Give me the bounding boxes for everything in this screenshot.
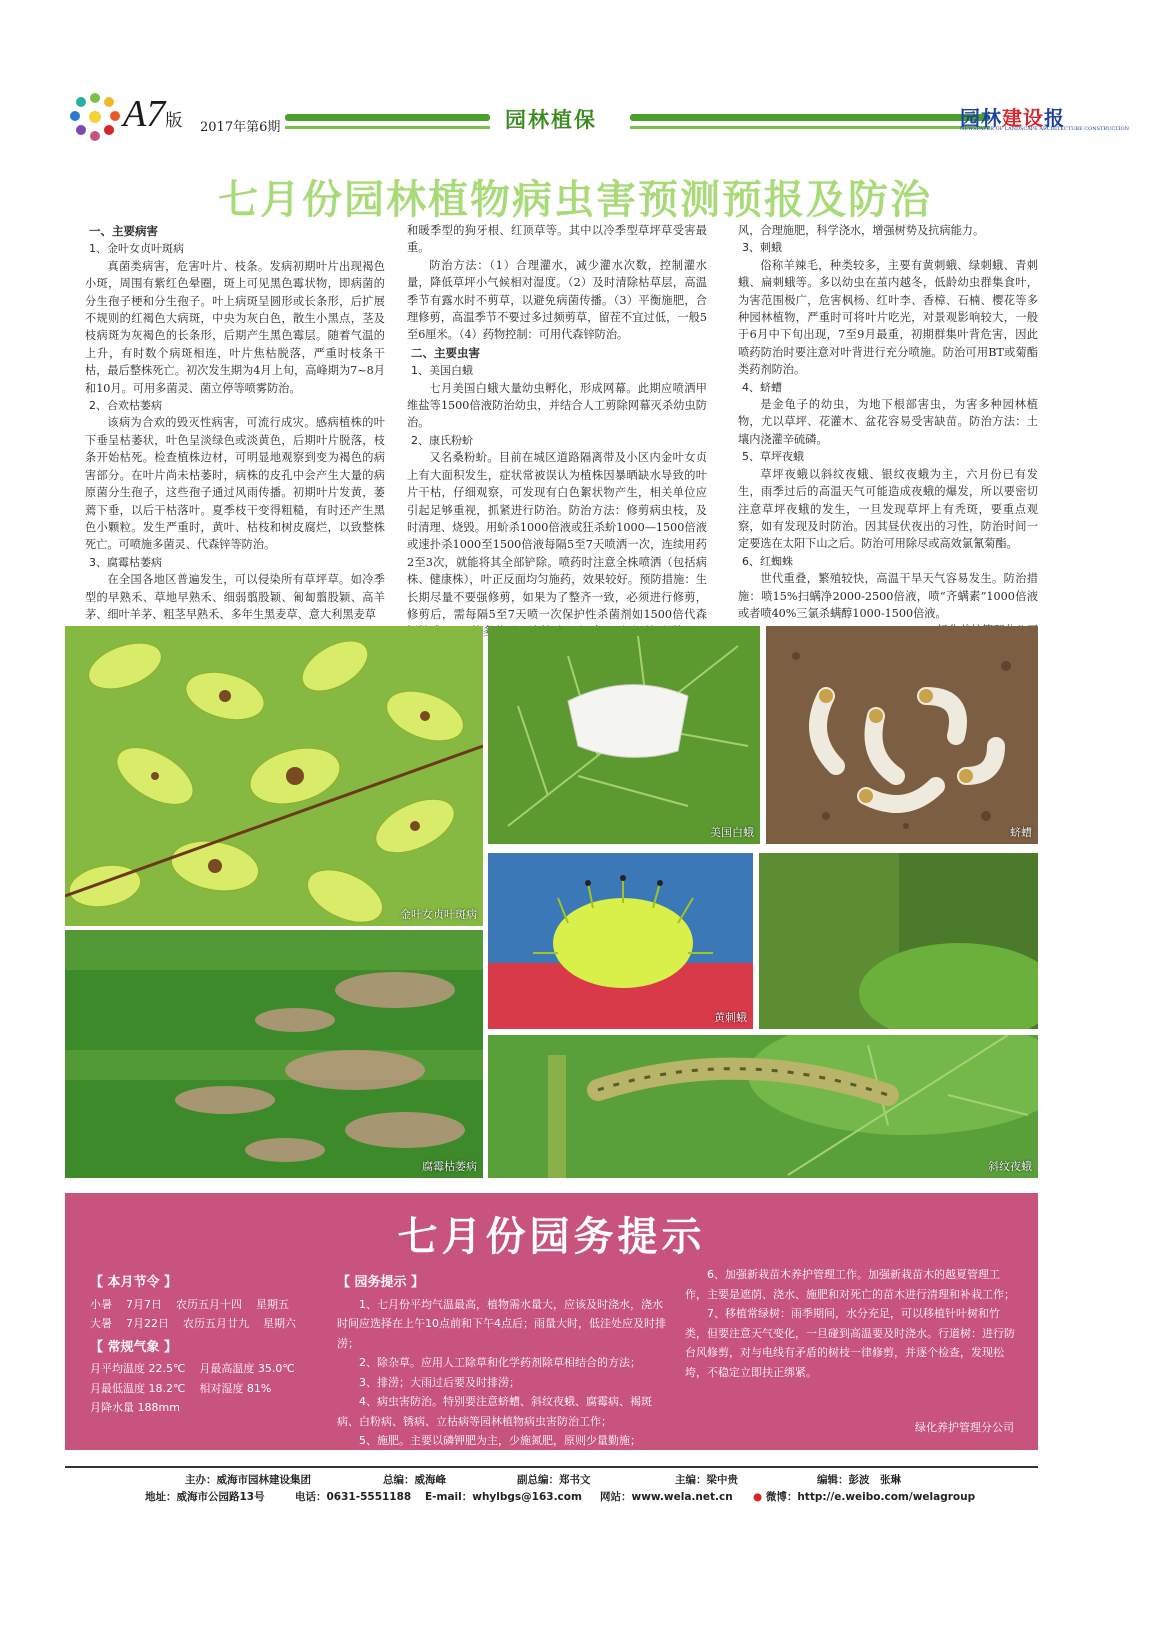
tips-title: 七月份园务提示 bbox=[397, 1214, 706, 1260]
subsection-heading: 2、合欢枯萎病 bbox=[89, 399, 162, 413]
tips-column-3 bbox=[685, 1265, 1015, 1382]
subsection-heading: 5、草坪夜蛾 bbox=[742, 450, 804, 464]
photo-ligustrum-leaf-spot bbox=[65, 626, 483, 926]
footer-editors: 编辑：彭波 张琳 bbox=[817, 1474, 901, 1486]
footer-email: E-mail：whylbgs@163.com bbox=[425, 1491, 582, 1503]
photo-caption: 黄刺蛾 bbox=[714, 1011, 747, 1024]
subsection-heading: 2、康氏粉蚧 bbox=[411, 433, 473, 447]
section-heading: 一、主要病害 bbox=[89, 224, 158, 238]
header-rule-left-thin bbox=[285, 126, 490, 129]
footer-host: 主办：威海市园林建设集团 bbox=[185, 1474, 311, 1486]
footer-website[interactable]: 网站：www.wela.net.cn bbox=[600, 1491, 733, 1503]
paragraph: 防治方法：（1）合理灌水，减少灌水次数，控制灌水量，降低草坪小气候相对湿度。（2）及时清除枯草层，高温季节有露水时不剪草，以避免病菌传播。（3）平衡施肥，合理修剪，高温季节不要过多过频剪草，留茬不宜过低，一般5至6厘米。（4）药物控制：可用代森锌防治。 bbox=[407, 258, 707, 342]
climate-row: 月降水量 188mm bbox=[90, 1401, 180, 1414]
issue-label: 2017年第6期 bbox=[200, 120, 281, 135]
masthead-logo: 园林建设报 bbox=[960, 106, 1065, 130]
subsection-heading: 3、腐霉枯萎病 bbox=[89, 555, 162, 569]
tip-item: 2、除杂草。应用人工除草和化学药剂除草相结合的方法； bbox=[359, 1356, 641, 1369]
header-rule-right-thin bbox=[630, 126, 990, 129]
photo-caption: 腐霉枯萎病 bbox=[422, 1160, 477, 1173]
solar-terms-heading: 【 本月节令 】 bbox=[90, 1275, 178, 1290]
footer-weibo[interactable]: ● 微博：http://e.weibo.com/welagroup bbox=[753, 1491, 976, 1503]
section-heading: 二、主要虫害 bbox=[411, 345, 480, 360]
header-rule-right bbox=[630, 114, 990, 121]
solar-term-row: 小暑 7月7日 农历五月十四 星期五 bbox=[90, 1297, 289, 1311]
climate-row: 月最低温度 18.2℃ 相对湿度 81% bbox=[90, 1381, 272, 1395]
tips-signature: 绿化养护管理分公司 bbox=[915, 1421, 1014, 1434]
paragraph: 世代重叠，繁殖较快，高温干旱天气容易发生。防治措施：喷15%扫螨净2000-2500倍液，喷“齐螨素”1000倍液或者喷40%三氯杀螨醇1000-1500倍液。 bbox=[738, 572, 1038, 620]
solar-term-row: 大暑 7月22日 农历五月廿九 星期六 bbox=[90, 1317, 296, 1330]
tips-column-1 bbox=[90, 1273, 310, 1418]
footer-chief-editor: 总编：威海峰 bbox=[383, 1474, 446, 1486]
paragraph: 真菌类病害，危害叶片、枝条。发病初期叶片出现褐色小斑，周围有紫红色晕圈，斑上可见黑色霉状物，即病菌的分生孢子梗和分生孢子。叶上病斑呈圆形或长条形，后扩展不规则的红褐色大病斑，中央为灰白色，散生小黑点，茎及枝病斑为灰褐色的长条形，后期产生黑色霉层。随着气温的上升，有时数个病斑相连，叶片焦枯脱落，严重时枝条干枯，最后整株死亡。初次发生期为4月上旬，高峰期为7~8月和10月。可用多菌灵、菌立停等喷雾防治。 bbox=[85, 259, 385, 395]
tip-item: 4、病虫害防治。特别要注意蛴螬、斜纹夜蛾、腐霉病、褐斑病、白粉病、锈病、立枯病等园林植物病虫害防治工作； bbox=[337, 1395, 652, 1428]
article-column-2 bbox=[407, 222, 707, 658]
climate-row: 月平均温度 22.5℃ 月最高温度 35.0℃ bbox=[90, 1362, 295, 1375]
photo-pythium-blight bbox=[65, 930, 483, 1178]
photo-caption: 斜纹夜蛾 bbox=[988, 1160, 1032, 1173]
photo-cutworm bbox=[488, 1035, 1038, 1178]
paragraph: 在全国各地区普遍发生，可以侵染所有草坪草。如冷季型的早熟禾、草地早熟禾、细弱翦股颖、匍匐翦股颖、高羊茅、细叶羊茅、粗茎早熟禾、多年生黑麦草、意大利黑麦草 bbox=[85, 573, 385, 621]
photo-caption: 蛴螬 bbox=[1010, 826, 1032, 839]
photo-armyworm-background bbox=[759, 853, 1038, 1029]
footer-phone: 电话：0631-5551188 bbox=[295, 1491, 412, 1503]
photo-caption: 美国白蛾 bbox=[710, 826, 754, 839]
climate-heading: 【 常规气象 】 bbox=[90, 1339, 178, 1355]
footer-rule bbox=[65, 1466, 1038, 1468]
paragraph: 七月美国白蛾大量幼虫孵化，形成网幕。此期应喷洒甲维盐等1500倍液防治幼虫，并结合人工剪除网幕灭杀幼虫防治。 bbox=[407, 381, 707, 430]
article-column-1 bbox=[85, 222, 385, 623]
subsection-heading: 4、蛴螬 bbox=[742, 380, 782, 394]
subsection-heading: 1、金叶女贞叶斑病 bbox=[89, 242, 184, 256]
tip-item: 5、施肥。主要以磷钾肥为主，少施氮肥，原则少量勤施； bbox=[359, 1434, 641, 1447]
paragraph: 又名桑粉蚧。目前在城区道路隔离带及小区内金叶女贞上有大面积发生，症状常被误认为植株因暴晒缺水导致的叶片干枯，仔细观察，可发现有白色絮状物产生，相关单位应引起足够重视，抓紧进行防治。防治方法：修剪病虫枝，及时清理、烧毁。用蚧杀1000倍液或狂杀蚧1000—1500倍液或速扑杀1000至1500倍液每隔5至7天喷洒一次，连续用药2至3次，就能将其全部铲除。喷药时注意全株喷洒（包括病株、健康株），叶正反面均匀施药，效果较好。预防措施：生长期尽量不要强修剪，如果为了整齐一致，必须进行修剪，修剪后，需每隔5至7天喷一次保护性杀菌剂如1500倍代森 bbox=[407, 451, 707, 621]
subsection-heading: 6、红蜘蛛 bbox=[742, 554, 793, 568]
tip-item: 7、移植常绿树：雨季期间，水分充足，可以移植针叶树和竹类，但要注意天气变化，一旦碰到高温要及时浇水。行道树：进行防台风修剪，对与电线有矛盾的树枝一律修剪，并逐个检查，发现松垮，不稳定立即扶正绑紧。 bbox=[685, 1307, 1015, 1379]
tip-item: 3、排涝；大雨过后要及时排涝； bbox=[359, 1375, 520, 1389]
photo-grub bbox=[766, 626, 1038, 844]
weibo-icon: ● bbox=[753, 1491, 763, 1503]
paragraph: 俗称羊辣毛，种类较多，主要有黄刺蛾、绿刺蛾、青刺蛾、扁刺蛾等。多以幼虫在茧内越冬，低龄幼虫群集食叶，为害范围极广，危害枫杨、红叶李、香樟、石楠、樱花等多种园林植物，严重时可将叶片吃光，对景观影响较大，一般于6月中下旬出现，7至9月最重，初期群集叶背危害，因此喷药防治时要注意对叶背进行充分喷施。防治可用BT或菊酯类药剂防治。 bbox=[738, 258, 1038, 377]
header-rule-left bbox=[285, 114, 490, 121]
footer-editor-in-charge: 主编：梁中贵 bbox=[675, 1474, 738, 1486]
paragraph: 该病为合欢的毁灭性病害，可流行成灾。感病植株的叶下垂呈枯萎状，叶色呈淡绿色或淡黄色，后期叶片脱落，枝条开始枯死。检查植株边材，可明显地观察到变为褐色的病害部分。在叶片尚未枯萎时，病株的皮孔中会产生大量的病原菌分生孢子，这些孢子通过风雨传播。初期叶片发黄，萎蔫下垂，以后干枯落叶。夏季枝干变得粗糙，有时还产生黑色小颗粒。发生严重时，黄叶、枯枝和树皮腐烂，以致整株死亡。可喷施多菌灵、代森锌等防治。 bbox=[85, 416, 385, 552]
footer-deputy-editor: 副总编：郑书文 bbox=[517, 1474, 591, 1486]
tip-item: 6、加强新栽苗木养护管理工作。加强新栽苗木的越夏管理工作，主要是遮荫、浇水、施肥和对死亡的苗木进行清理和补栽工作； bbox=[685, 1268, 1015, 1301]
masthead-subtitle: NEWSPAPER OF LANDSCAPE ARCHITECTURE CONSTRUCTION bbox=[960, 126, 1129, 132]
footer-address: 地址：威海市公园路13号 bbox=[145, 1491, 265, 1503]
logo-flower-icon bbox=[65, 90, 127, 148]
paragraph: 草坪夜蛾以斜纹夜蛾、银纹夜蛾为主，六月份已有发生，雨季过后的高温天气可能造成夜蛾的爆发，所以要密切注意草坪夜蛾的发生，一旦发现草坪上有秃斑，要重点观察，如有发现及时防治。因其昼伏夜出的习性，防治时间一定要选在太阳下山之后。防治可用除尽或高效氯氰菊酯。 bbox=[738, 467, 1038, 551]
tasks-heading: 【 园务提示 】 bbox=[337, 1275, 425, 1290]
photo-fall-webworm bbox=[488, 626, 760, 844]
paragraph: 和暖季型的狗牙根、红顶草等。其中以冷季型草坪草受害最重。 bbox=[407, 224, 707, 255]
subsection-heading: 1、美国白蛾 bbox=[411, 364, 473, 378]
tip-item: 1、七月份平均气温最高，植物需水量大，应该及时浇水，浇水时间应选择在上午10点前和下午4点后；雨量大时，低洼处应及时排涝； bbox=[337, 1297, 666, 1350]
subsection-heading: 3、刺蛾 bbox=[742, 241, 782, 255]
photo-slug-caterpillar bbox=[488, 853, 753, 1029]
tips-column-2 bbox=[337, 1273, 667, 1451]
page-header bbox=[65, 90, 1129, 148]
article-title: 七月份园林植物病虫害预测预报及防治 bbox=[218, 177, 932, 223]
section-title: 园林植保 bbox=[505, 107, 597, 132]
paragraph: 是金龟子的幼虫，为地下根部害虫，为害多种园林植物，尤以草坪、花灌木、盆花容易受害缺苗。防治方法：土壤内浇灌辛硫磷。 bbox=[738, 398, 1038, 446]
photo-caption: 金叶女贞叶斑病 bbox=[400, 908, 477, 921]
garden-tips-box bbox=[65, 1193, 1038, 1450]
paragraph: 风，合理施肥，科学浇水，增强树势及抗病能力。 bbox=[738, 224, 985, 237]
article-column-3 bbox=[738, 222, 1038, 640]
edition-label: A7版 bbox=[123, 93, 183, 135]
